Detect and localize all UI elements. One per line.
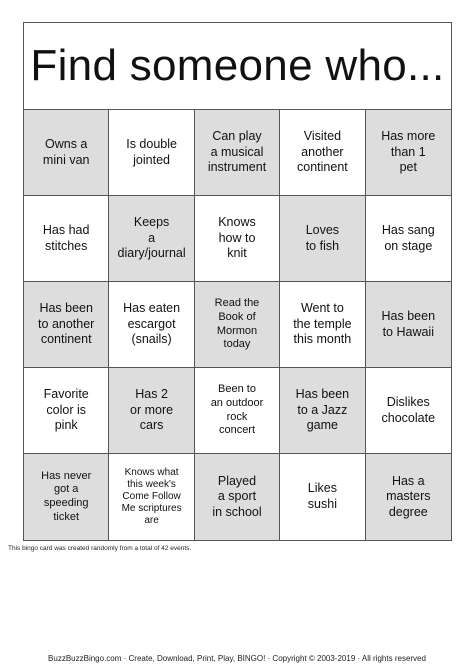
bingo-cell: Has been to a Jazz game [280,368,365,454]
bingo-cell: Has never got a speeding ticket [24,454,109,540]
bingo-cell: Knows what this week's Come Follow Me scriptures are [109,454,194,540]
bingo-cell: Has sang on stage [366,196,451,282]
bingo-card [23,22,452,541]
bingo-cell: Loves to fish [280,196,365,282]
card-title: Find someone who... [24,23,451,110]
bingo-cell: Been to an outdoor rock concert [195,368,280,454]
bingo-cell: Owns a mini van [24,110,109,196]
bingo-cell: Likes sushi [280,454,365,540]
bingo-cell: Has been to another continent [24,282,109,368]
bingo-cell: Has been to Hawaii [366,282,451,368]
bingo-cell: Visited another continent [280,110,365,196]
bingo-cell: Dislikes chocolate [366,368,451,454]
bingo-cell: Has had stitches [24,196,109,282]
bingo-cell: Read the Book of Mormon today [195,282,280,368]
bingo-cell: Has 2 or more cars [109,368,194,454]
bingo-cell: Keeps a diary/journal [109,196,194,282]
bingo-cell: Went to the temple this month [280,282,365,368]
bingo-cell: Has a masters degree [366,454,451,540]
bingo-cell: Has eaten escargot (snails) [109,282,194,368]
bingo-cell: Has more than 1 pet [366,110,451,196]
bingo-cell: Can play a musical instrument [195,110,280,196]
bingo-cell: Played a sport in school [195,454,280,540]
bingo-cell: Favorite color is pink [24,368,109,454]
bingo-cell: Knows how to knit [195,196,280,282]
bingo-cell: Is double jointed [109,110,194,196]
bingo-grid [24,110,451,540]
page-footer: BuzzBuzzBingo.com · Create, Download, Print, Play, BINGO! · Copyright © 2003-2019 · All rights reserved [48,654,426,663]
generation-note: This bingo card was created randomly from a total of 42 events. [8,545,192,552]
